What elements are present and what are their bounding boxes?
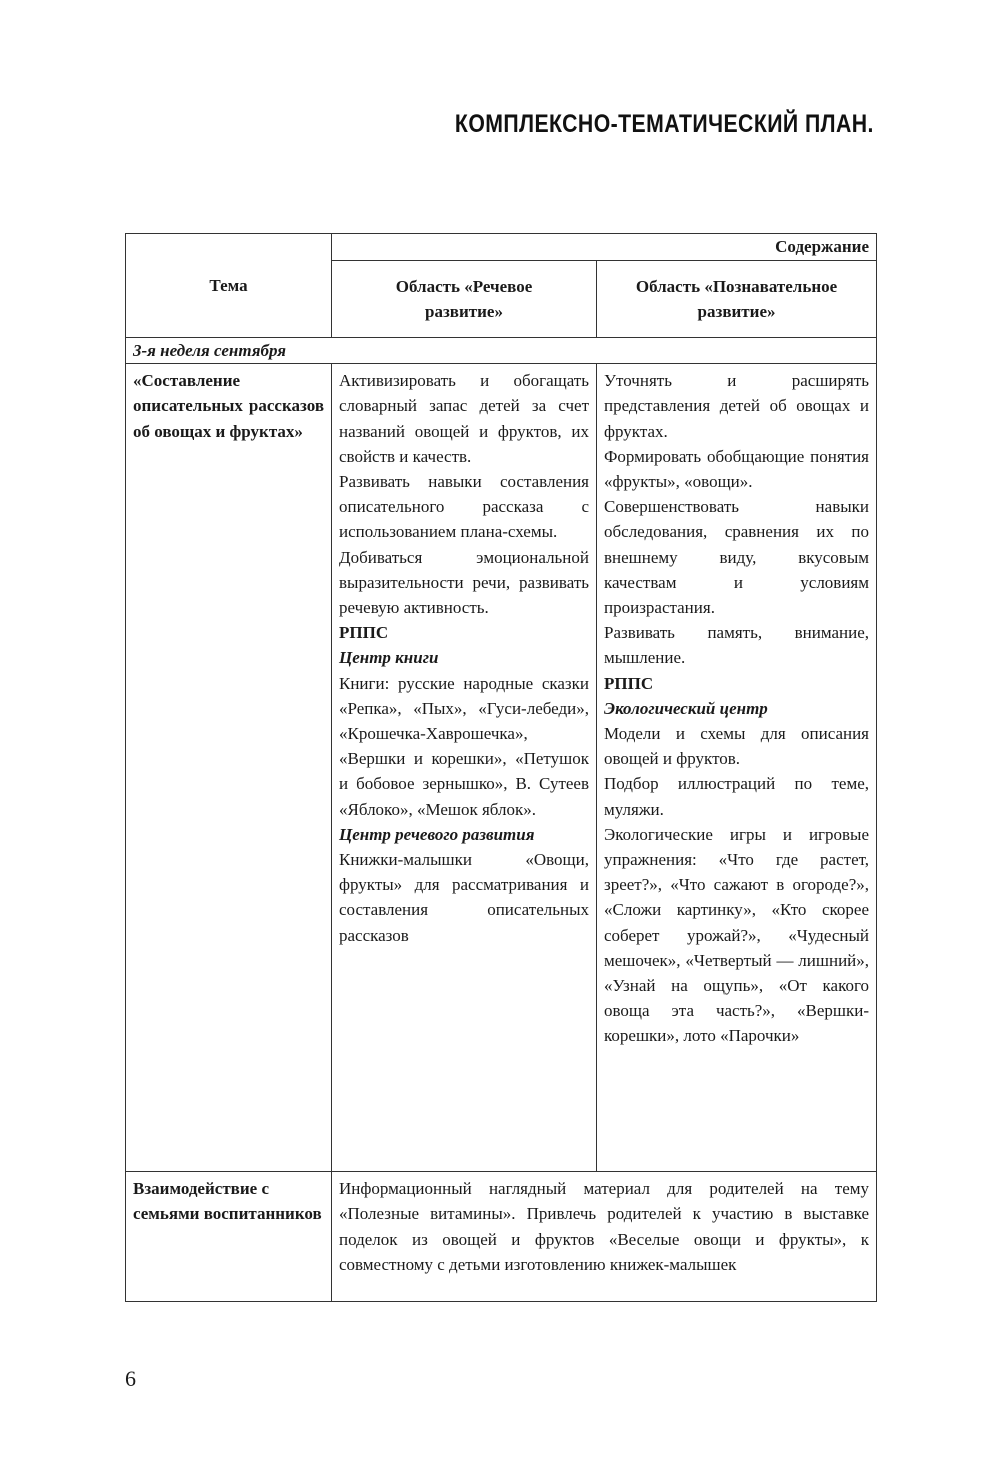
cognitive-eco-item-3: Экологические игры и игровые упражнения: «Что где растет, зреет?», «Что сажают в огороде?», «Сложи картинку», «Кто скорее соберет урожай?», «Чудесный мешочек», «Четвертый — лишний», «Узнай на ощупь», «От какого овоща эта часть?», «Вершки-корешки», лото «Парочки» xyxy=(604,824,870,1046)
speech-center-speech-text: Книжки-малышки «Овощи, фрукты» для рассматривания и составления описательных рассказов xyxy=(339,850,589,945)
cognitive-rpps-heading: РППС xyxy=(604,673,654,693)
header-content: Содержание xyxy=(332,234,877,261)
cognitive-goal-3: Совершенствовать навыки обследования, сравнения их по внешнему виду, вкусовым качествам и условиям произрастания. xyxy=(604,497,870,618)
speech-rpps-heading: РППС xyxy=(339,623,389,643)
speech-content xyxy=(332,364,597,1172)
cognitive-eco-item-1: Модели и схемы для описания овощей и фруктов. xyxy=(604,724,870,769)
cognitive-goal-4: Развивать память, внимание, мышление. xyxy=(604,623,870,668)
speech-center-books-text: Книги: русские народные сказки «Репка», «Пых», «Гуси-лебеди», «Крошечка-Хаврошечка», «Вершки и корешки», «Петушок и бобовое зернышко», В. Сутеев «Яблоко», «Мешок яблок». xyxy=(339,673,589,819)
speech-goal-1: Активизировать и обогащать словарный запас детей за счет названий овощей и фруктов, их свойств и качеств. xyxy=(339,371,589,466)
speech-goal-2: Развивать навыки составления описательного рассказа с использованием плана-схемы. xyxy=(339,472,589,542)
theme-cell: «Составление описательных рассказов об овощах и фруктах» xyxy=(126,364,332,1172)
family-text: Информационный наглядный материал для родителей на тему «Полезные витамины». Привлечь родителей к участию в выставке поделок из овощей и фруктов «Веселые овощи и фрукты», к совместному с детьми изготовлению книжек-малышек xyxy=(332,1172,877,1302)
page-title: КОМПЛЕКСНО-ТЕМАТИЧЕСКИЙ ПЛАН. xyxy=(455,110,874,138)
speech-center-speech-heading: Центр речевого развития xyxy=(339,824,535,844)
header-tema: Тема xyxy=(126,234,332,338)
page-number: 6 xyxy=(125,1366,136,1391)
speech-center-books-heading: Центр книги xyxy=(339,648,439,668)
header-speech-area: Область «Речевое развитие» xyxy=(332,261,597,338)
plan-table xyxy=(125,233,877,1302)
header-cognitive-area: Область «Познавательное развитие» xyxy=(597,261,877,338)
cognitive-eco-item-2: Подбор иллюстраций по теме, муляжи. xyxy=(604,774,870,819)
week-label: 3-я неделя сентября xyxy=(126,338,877,364)
cognitive-goal-2: Формировать обобщающие понятия «фрукты», «овощи». xyxy=(604,446,870,492)
speech-goal-3: Добиваться эмоциональной выразительности речи, развивать речевую активность. xyxy=(339,547,589,618)
cognitive-content xyxy=(597,364,877,1172)
cognitive-eco-center-heading: Экологический центр xyxy=(604,698,768,718)
family-label: Взаимодействие с семьями воспитанников xyxy=(126,1172,332,1302)
cognitive-goal-1: Уточнять и расширять представления детей об овощах и фруктах. xyxy=(604,371,870,441)
